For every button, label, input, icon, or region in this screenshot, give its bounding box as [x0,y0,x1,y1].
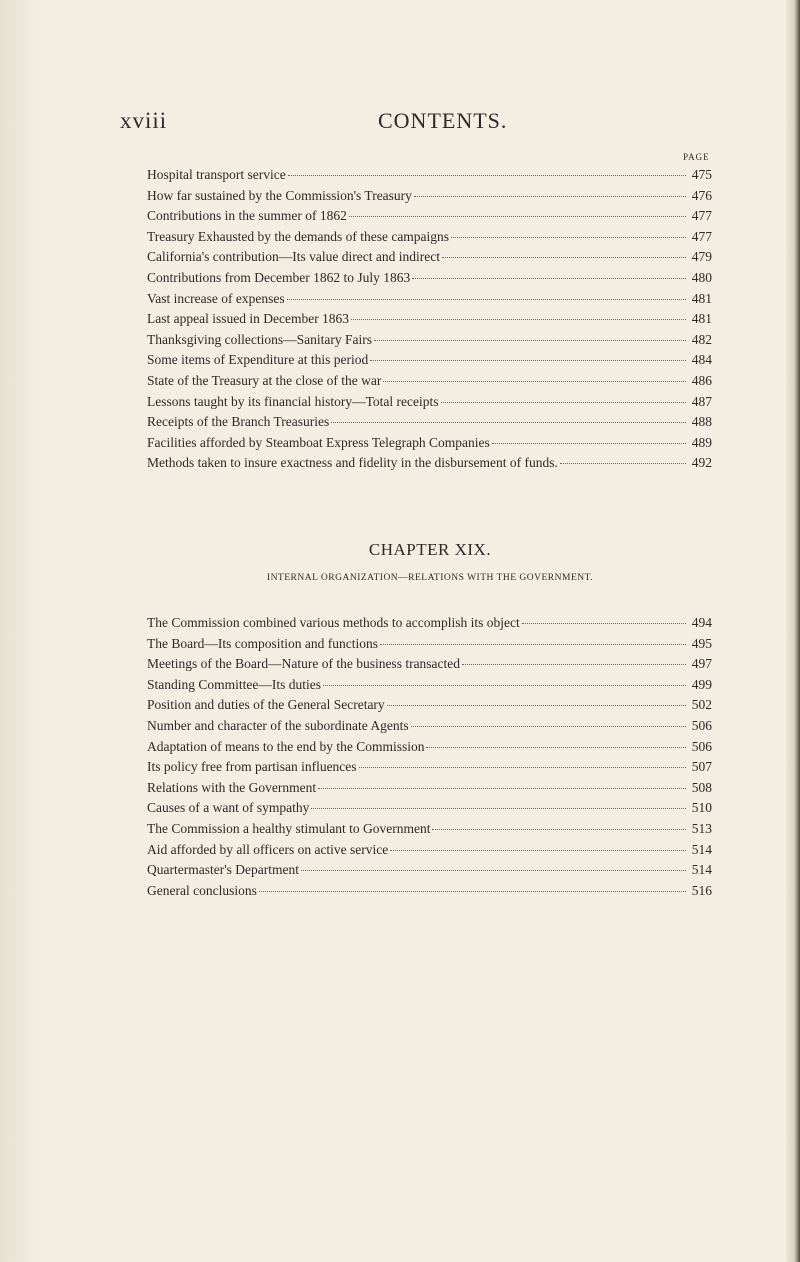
toc-entry-page: 480 [691,269,712,285]
toc-entry-page: 513 [691,820,712,836]
toc-entry [147,819,712,840]
toc-entry-title: Standing Committee—Its duties [147,676,321,692]
toc-entry [147,695,712,716]
running-head: CONTENTS. [378,108,508,133]
dot-leader [370,360,686,361]
toc-entry [147,392,712,413]
toc-entry-page: 506 [691,738,712,754]
toc-entry-title: The Commission combined various methods to accomplish its object [147,615,520,630]
toc-entry [147,309,712,330]
dot-leader [359,767,686,768]
dot-leader [301,870,686,871]
toc-entry-title: Methods taken to insure exactness and fidelity in the disbursement of funds. [147,455,558,471]
toc-entry-title: Relations with the Government [147,779,317,795]
dot-leader [380,644,686,645]
toc-entry-page: 484 [691,352,712,368]
toc-section-1 [147,165,712,474]
toc-entry-page: 510 [691,800,712,816]
page-right-edge [786,0,800,1262]
dot-leader [288,175,686,176]
toc-entry-page: 506 [691,717,712,733]
toc-entry [147,371,712,392]
dot-leader [414,196,686,197]
toc-entry [147,716,712,737]
dot-leader [390,850,686,851]
toc-entry [147,860,712,881]
toc-entry [147,289,712,310]
toc-entry-title: Hospital transport service [147,167,286,182]
toc-entry [147,675,712,696]
toc-entry-title: General conclusions [147,882,257,898]
toc-entry-title: The Board—Its composition and functions [147,635,378,651]
dot-leader [522,623,686,624]
dot-leader [451,237,686,238]
toc-entry-title: Contributions from December 1862 to July 1863 [147,269,411,285]
toc-entry-page: 514 [691,841,712,857]
toc-entry-page: 477 [691,208,712,224]
toc-entry [147,206,712,227]
page-column-label: PAGE [683,152,710,162]
toc-entry [147,247,712,268]
toc-entry-title: Causes of a want of sympathy [147,800,310,816]
toc-entry [147,227,712,248]
toc-entry-page: 476 [691,187,712,203]
toc-entry-title: Contributions in the summer of 1862 [147,208,347,224]
toc-entry-page: 497 [691,656,712,672]
toc-entry-page: 494 [691,615,712,630]
toc-entry [147,613,712,634]
dot-leader [412,278,686,279]
toc-entry-page: 507 [691,759,712,775]
toc-entry-page: 489 [691,434,712,450]
toc-entry [147,453,712,474]
toc-entry-title: Last appeal issued in December 1863 [147,311,350,327]
toc-entry [147,757,712,778]
dot-leader [259,891,686,892]
dot-leader [331,422,686,423]
toc-entry-title: Receipts of the Branch Treasuries [147,414,330,430]
toc-entry [147,433,712,454]
toc-entry-page: 488 [691,414,712,430]
toc-entry-title: Quartermaster's Department [147,862,299,878]
dot-leader [323,685,686,686]
toc-entry [147,798,712,819]
toc-entry-title: Aid afforded by all officers on active service [147,841,389,857]
toc-entry [147,165,712,186]
toc-entry-page: 514 [691,862,712,878]
toc-entry [147,268,712,289]
dot-leader [351,319,686,320]
toc-entry [147,412,712,433]
toc-entry-title: Vast increase of expenses [147,290,285,306]
toc-entry-title: California's contribution—Its value direct and indirect [147,249,440,265]
dot-leader [311,808,686,809]
toc-entry [147,654,712,675]
dot-leader [387,705,686,706]
toc-entry-title: Position and duties of the General Secretary [147,697,385,713]
toc-entry [147,881,712,902]
toc-entry-title: The Commission a healthy stimulant to Government [147,820,431,836]
toc-entry-page: 487 [691,393,712,409]
toc-entry-title: How far sustained by the Commission's Treasury [147,187,412,203]
toc-entry-page: 475 [691,167,712,182]
toc-entry-title: Facilities afforded by Steamboat Express Telegraph Companies [147,434,490,450]
dot-leader [441,402,687,403]
toc-entry-title: Some items of Expenditure at this period [147,352,369,368]
toc-entry-title: Adaptation of means to the end by the Commission [147,738,425,754]
toc-entry-page: 482 [691,331,712,347]
page-left-margin [0,0,40,1262]
toc-entry [147,634,712,655]
dot-leader [426,747,686,748]
dot-leader [318,788,686,789]
toc-entry [147,330,712,351]
toc-entry-title: Number and character of the subordinate Agents [147,717,409,733]
toc-entry-title: State of the Treasury at the close of the war [147,372,382,388]
toc-entry-title: Treasury Exhausted by the demands of these campaigns [147,228,450,244]
toc-entry [147,840,712,861]
toc-entry-title: Lessons taught by its financial history—Total receipts [147,393,439,409]
toc-entry [147,350,712,371]
toc-entry-title: Thanksgiving collections—Sanitary Fairs [147,331,372,347]
dot-leader [374,340,686,341]
dot-leader [383,381,686,382]
toc-entry-page: 508 [691,779,712,795]
toc-entry-page: 495 [691,635,712,651]
page-number: xviii [120,108,168,133]
chapter-subtitle: INTERNAL ORGANIZATION—RELATIONS WITH THE GOVERNMENT. [266,573,594,583]
dot-leader [560,463,686,464]
toc-entry-page: 502 [691,697,712,713]
toc-entry-page: 481 [691,311,712,327]
dot-leader [411,726,686,727]
toc-entry-page: 477 [691,228,712,244]
dot-leader [432,829,686,830]
dot-leader [492,443,686,444]
toc-entry-page: 486 [691,372,712,388]
toc-entry-page: 499 [691,676,712,692]
toc-entry-page: 479 [691,249,712,265]
toc-section-2 [147,613,712,901]
toc-entry-page: 516 [691,882,712,898]
toc-entry-page: 481 [691,290,712,306]
dot-leader [442,257,686,258]
dot-leader [287,299,686,300]
chapter-title: CHAPTER XIX. [368,540,492,559]
dot-leader [349,216,686,217]
toc-entry-title: Meetings of the Board—Nature of the business transacted [147,656,461,672]
toc-entry [147,778,712,799]
dot-leader [462,664,686,665]
toc-entry [147,186,712,207]
toc-entry [147,737,712,758]
toc-entry-title: Its policy free from partisan influences [147,759,357,775]
page-header [120,108,680,136]
toc-entry-page: 492 [691,455,712,471]
